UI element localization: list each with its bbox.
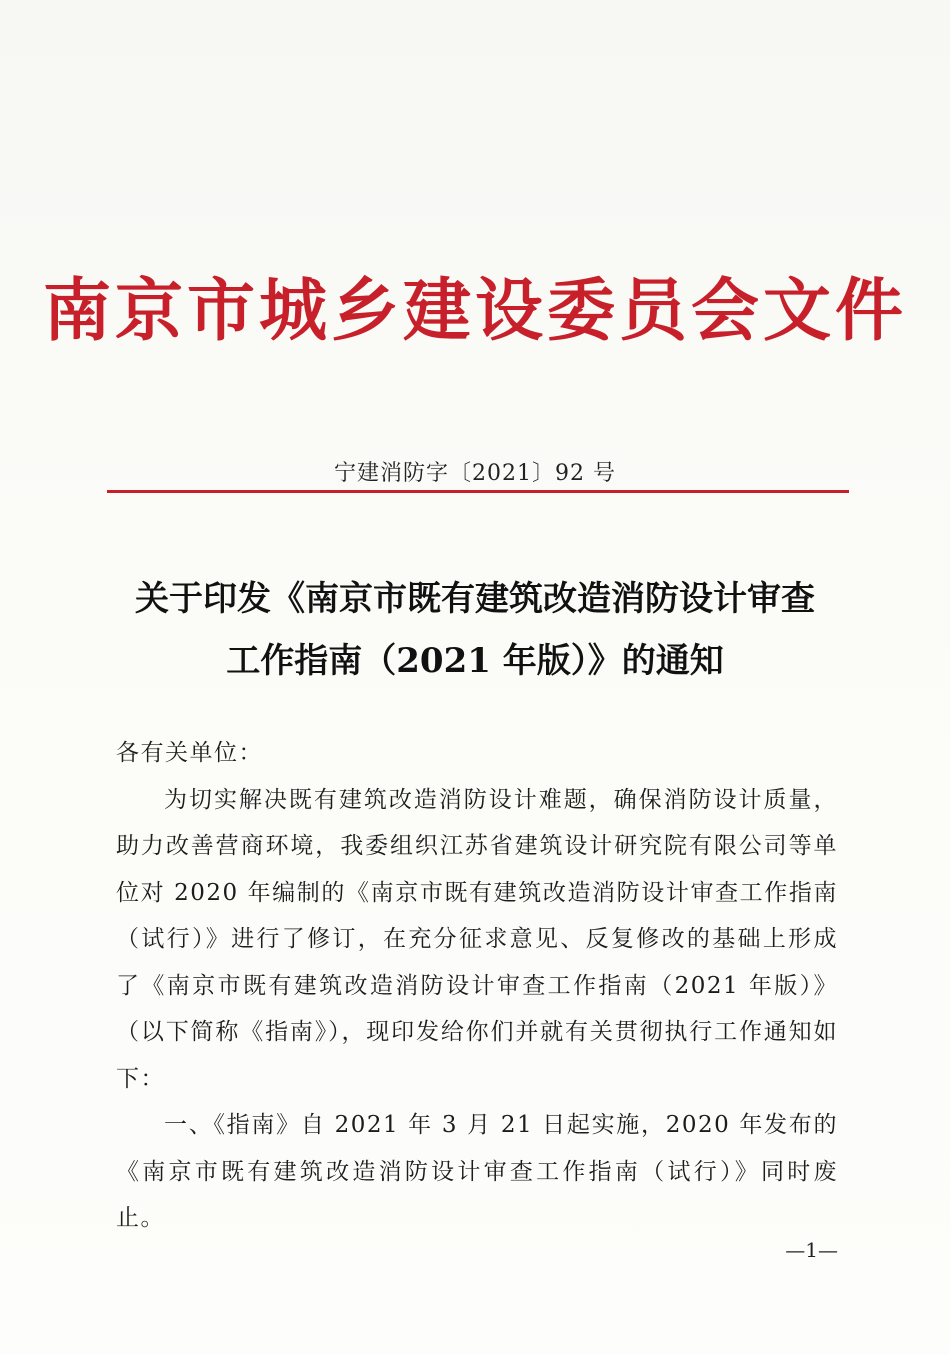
- document-number: 宁建消防字〔2021〕92 号: [334, 461, 616, 486]
- notice-title: [0, 568, 950, 692]
- notice-body: [116, 730, 838, 1242]
- notice-title-line-2: 工作指南（2021 年版）》的通知: [226, 641, 724, 681]
- salutation: 各有关单位：: [116, 740, 263, 766]
- body-paragraph-1: 为切实解决既有建筑改造消防设计难题，确保消防设计质量，助力改善营商环境，我委组织江苏省建筑设计研究院有限公司等单位对 2020 年编制的《南京市既有建筑改造消防设计审查工作指南（试行）》进行了修订，在充分征求意见、反复修改的基础上形成了《南京市既有建筑改造消防设计审查工作指南（2021 年版）》（以下简称《指南》），现印发给你们并就有关贯彻执行工作通知如下：: [116, 786, 838, 1092]
- notice-title-line-1: 关于印发《南京市既有建筑改造消防设计审查: [135, 579, 815, 619]
- body-paragraph-2: 一、《指南》自 2021 年 3 月 21 日起实施，2020 年发布的《南京市既有建筑改造消防设计审查工作指南（试行）》同时废止。: [116, 1112, 838, 1231]
- red-divider-line: [107, 490, 849, 493]
- page-number: —1—: [785, 1238, 838, 1262]
- issuer-red-header: 南京市城乡建设委员会文件: [42, 272, 907, 351]
